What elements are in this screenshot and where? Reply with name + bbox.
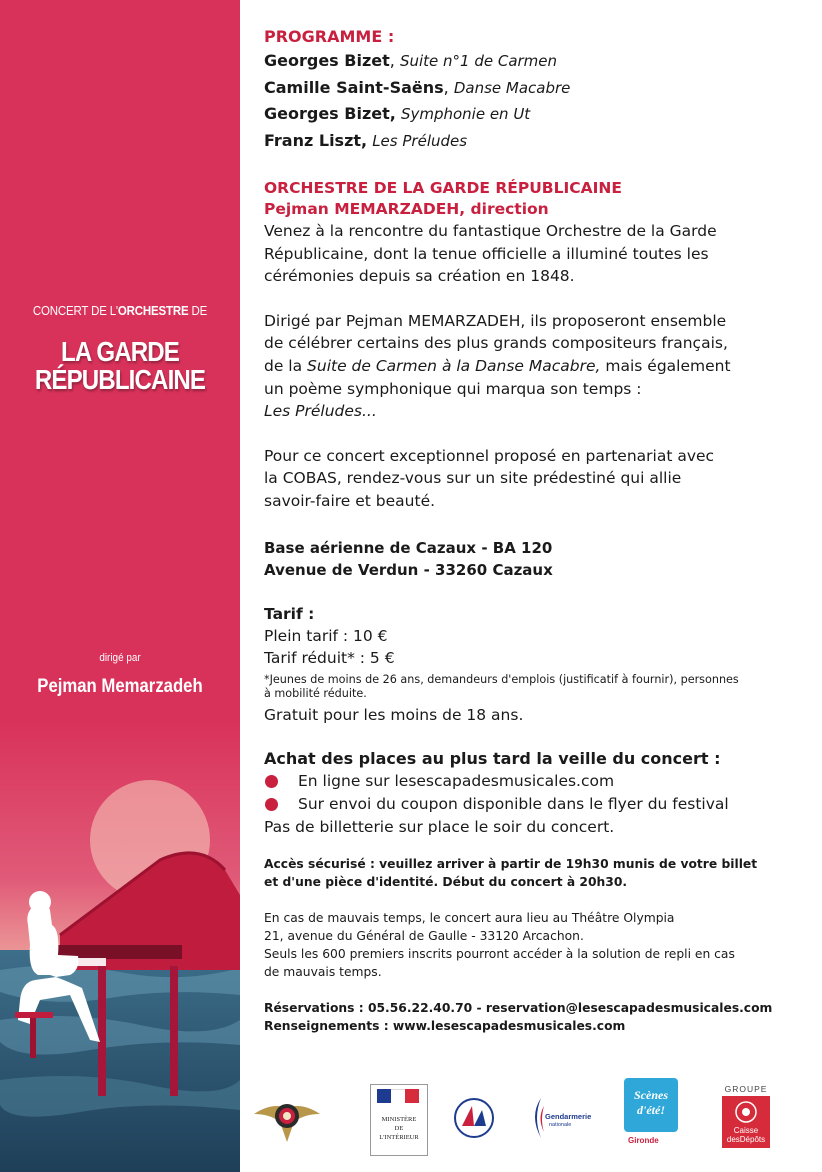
- gironde-text: Gironde: [628, 1136, 659, 1145]
- achat-item-coupon: [264, 793, 809, 816]
- text-italic: Suite de Carmen à la Danse Macabre,: [307, 356, 601, 375]
- work: Suite n°1 de Carmen: [399, 52, 558, 70]
- work: Les Préludes: [372, 131, 468, 150]
- text-line: [264, 355, 809, 378]
- orchestra-title: ORCHESTRE DE LA GARDE RÉPUBLICAINE: [264, 179, 622, 197]
- gendarmerie-flame-icon: [527, 1096, 547, 1140]
- text-line: la COBAS, rendez-vous sur un site prédestiné qui allie: [264, 469, 682, 488]
- programme-paragraph: [264, 310, 809, 423]
- programme-list: [264, 48, 809, 154]
- dirige-par: dirigé par: [99, 652, 141, 664]
- title-line-1: LA GARDE: [61, 336, 179, 367]
- tarif-reduit: Tarif réduit* : 5 €: [264, 649, 395, 668]
- scenes-d-ete-logo: [624, 1078, 678, 1132]
- caisse-text-2: desDépôts: [726, 1135, 766, 1144]
- tarif-footnote-1: *Jeunes de moins de 26 ans, demandeurs d'emplois (justificatif à fournir), personnes: [264, 672, 739, 686]
- tarif-heading: Tarif :: [264, 604, 315, 623]
- caisse-emblem-icon: [734, 1100, 758, 1124]
- text-line: Dirigé par Pejman MEMARZADEH, ils proposeront ensemble: [264, 311, 727, 330]
- tarif-gratuit: Gratuit pour les moins de 18 ans.: [264, 705, 524, 724]
- bullet-text: En ligne sur lesescapadesmusicales.com: [298, 772, 615, 791]
- gendarmerie-logo: [527, 1096, 592, 1146]
- tarif-plein: Plein tarif : 10 €: [264, 626, 388, 645]
- air-force-wings-logo: [254, 1092, 320, 1144]
- concert-bold: ORCHESTRE: [117, 304, 189, 318]
- access-line-1: Accès sécurisé : veuillez arriver à partir de 19h30 munis de votre billet: [264, 856, 758, 871]
- composer: Franz Liszt,: [264, 130, 368, 150]
- text-line: cérémonies depuis sa création en 1848.: [264, 267, 575, 286]
- tarif-footnote-2: à mobilité réduite.: [264, 687, 367, 701]
- bullet-dot-icon: [265, 775, 278, 788]
- text-line: Venez à la rencontre du fantastique Orchestre de la Garde: [264, 222, 717, 240]
- programme-heading: PROGRAMME :: [264, 27, 395, 46]
- text-fragment: de la: [264, 356, 308, 375]
- intro-paragraph: [264, 220, 809, 288]
- text-line: Républicaine, dont la tenue officielle a illuminé toutes les: [264, 244, 709, 263]
- text-line: Pour ce concert exceptionnel proposé en partenariat avec: [264, 446, 715, 465]
- cobas-emblem-logo: [452, 1096, 496, 1140]
- reservations-line: Réservations : 05.56.22.40.70 - reservation@lesescapadesmusicales.com: [264, 1000, 773, 1015]
- sidebar-panel: [0, 0, 240, 1172]
- scenes-text: Scènes: [634, 1088, 668, 1102]
- scenes-text-2: d'été!: [637, 1103, 665, 1117]
- no-box-office: Pas de billetterie sur place le soir du concert.: [264, 818, 615, 837]
- caisse-depots-logo: [722, 1096, 770, 1148]
- gendarmerie-text: Gendarmerie: [545, 1112, 592, 1121]
- pianist-illustration: [0, 720, 240, 1172]
- weather-notice: [264, 909, 809, 981]
- gendarmerie-subtext: nationale: [549, 1122, 572, 1128]
- renseignements-line: Renseignements : www.lesescapadesmusicales.com: [264, 1018, 626, 1033]
- access-line-2: et d'une pièce d'identité. Début du concert à 20h30.: [264, 874, 628, 889]
- main-content: [264, 26, 809, 1035]
- title-line-2: RÉPUBLICAINE: [34, 364, 206, 395]
- text-line: savoir-faire et beauté.: [264, 491, 436, 510]
- work: Symphonie en Ut: [400, 105, 531, 123]
- bullet-text: Sur envoi du coupon disponible dans le flyer du festival: [298, 795, 729, 814]
- concert-label: [0, 304, 240, 318]
- text-line: de célébrer certains des plus grands compositeurs français,: [264, 334, 728, 353]
- weather-line: de mauvais temps.: [264, 964, 382, 979]
- separator: ,: [389, 51, 400, 70]
- ministere-line: MINISTÈRE: [381, 1116, 417, 1123]
- weather-line: Seuls les 600 premiers inscrits pourront accéder à la solution de repli en cas: [264, 946, 735, 961]
- programme-item: [264, 48, 809, 75]
- ministere-interieur-logo: [370, 1084, 428, 1156]
- composer: Georges Bizet,: [264, 104, 396, 123]
- ministere-line: L'INTÉRIEUR: [379, 1134, 419, 1141]
- text-fragment: mais également: [600, 356, 731, 375]
- weather-line: En cas de mauvais temps, le concert aura lieu au Théâtre Olympia: [264, 910, 675, 925]
- composer: Camille Saint-Saëns: [264, 77, 444, 97]
- orchestra-director: Pejman MEMARZADEH, direction: [264, 200, 549, 218]
- bullet-dot-icon: [265, 798, 278, 811]
- achat-heading: Achat des places au plus tard la veille du concert :: [264, 749, 721, 769]
- caisse-text: Caisse: [733, 1126, 759, 1135]
- ministere-line: DE: [394, 1125, 404, 1132]
- address-line-2: Avenue de Verdun - 33260 Cazaux: [264, 560, 553, 579]
- programme-item: [264, 75, 809, 102]
- composer: Georges Bizet: [264, 51, 390, 70]
- partnership-paragraph: [264, 445, 809, 513]
- programme-item: [264, 101, 809, 128]
- text-line: [264, 400, 809, 423]
- programme-item: [264, 128, 809, 155]
- partner-logos: [252, 1078, 812, 1158]
- separator: ,: [443, 77, 454, 97]
- contact-info: [264, 999, 809, 1035]
- concert-prefix: CONCERT DE L': [32, 304, 118, 318]
- text-italic: Les Préludes...: [264, 402, 377, 421]
- conductor-name: Pejman Memarzadeh: [37, 676, 203, 697]
- work: Danse Macabre: [453, 78, 571, 97]
- groupe-text: GROUPE: [724, 1084, 768, 1094]
- weather-line: 21, avenue du Général de Gaulle - 33120 Arcachon.: [264, 928, 584, 943]
- achat-item-online: [264, 770, 809, 793]
- address-line-1: Base aérienne de Cazaux - BA 120: [264, 538, 553, 557]
- text-line: un poème symphonique qui marqua son temps :: [264, 379, 642, 398]
- access-notice: [264, 855, 809, 891]
- concert-suffix: DE: [188, 304, 208, 318]
